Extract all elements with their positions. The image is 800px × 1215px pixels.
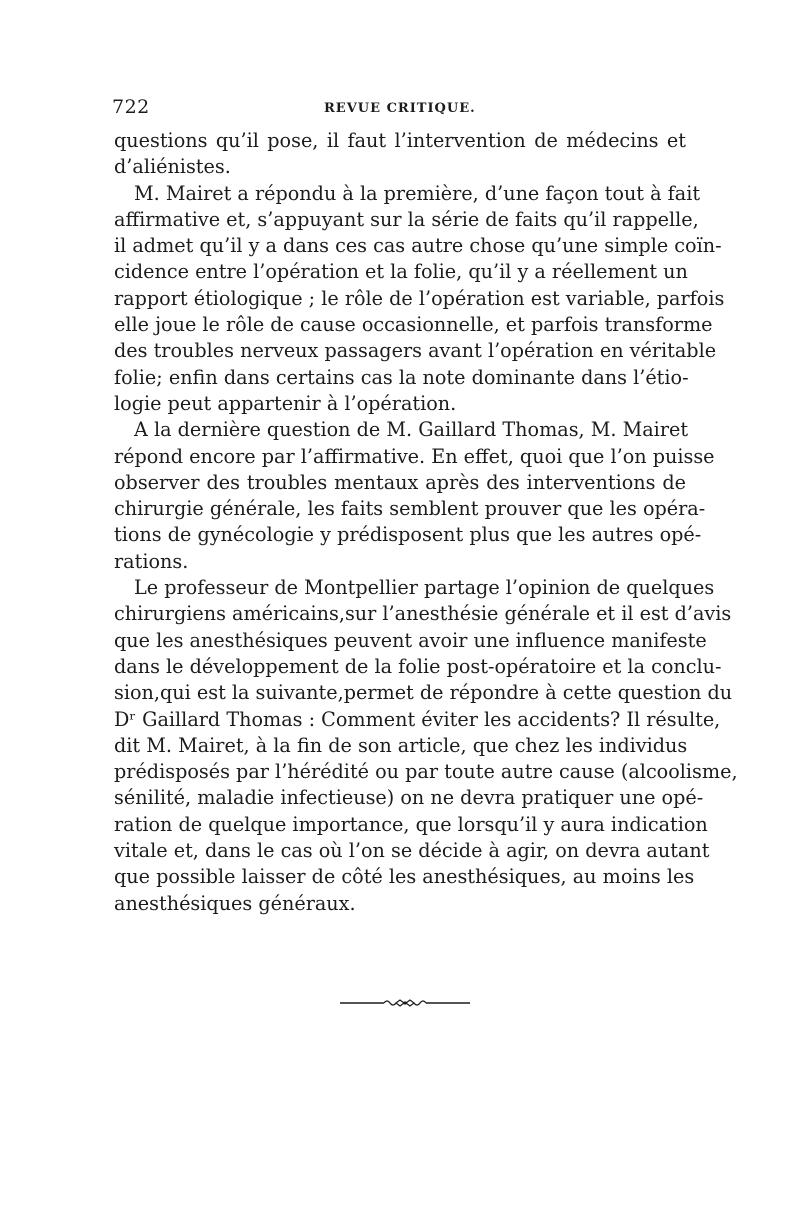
paragraph [114, 417, 715, 575]
text-line: des troubles nerveux passagers avant l’opération en véritable [114, 339, 717, 363]
text-line: rapport étiologique ; le rôle de l’opération est variable, parfois [114, 286, 725, 310]
text-line: il admet qu’il y a dans ces cas autre chose qu’une simple coïn- [114, 234, 722, 258]
text-line: dans le développement de la folie post-opératoire et la conclu- [114, 654, 722, 678]
text-line: chirurgiens américains,sur l’anesthésie générale et il est d’avis [114, 602, 732, 626]
text-line: A la dernière question de M. Gaillard Thomas, M. Mairet [134, 418, 689, 442]
text-line: sénilité, maladie infectieuse) on ne devra pratiquer une opé- [114, 786, 704, 810]
text-line: Le professeur de Montpellier partage l’opinion de quelques [134, 576, 715, 600]
text-line: tions de gynécologie y prédisposent plus que les autres opé- [114, 523, 702, 547]
text-line: chirurgie générale, les faits semblent prouver que les opéra- [114, 497, 706, 521]
text-line: M. Mairet a répondu à la première, d’une façon tout à fait [134, 181, 701, 205]
text-line: prédisposés par l’hérédité ou par toute autre cause (alcoolisme, [114, 760, 738, 784]
text-line: rations. [114, 549, 189, 573]
text-line: que possible laisser de côté les anesthésiques, au moins les [114, 865, 695, 889]
text-line: Dʳ Gaillard Thomas : Comment éviter les accidents? Il résulte, [114, 707, 721, 731]
text-line: elle joue le rôle de cause occasionnelle, et parfois transforme [114, 313, 713, 337]
text-line: ration de quelque importance, que lorsqu’il y aura indication [114, 812, 708, 836]
text-line: folie; enfin dans certains cas la note dominante dans l’étio- [114, 365, 689, 389]
text-line: cidence entre l’opération et la folie, qu’il y a réellement un [114, 260, 688, 284]
text-line: logie peut appartenir à l’opération. [114, 391, 457, 415]
text-line: vitale et, dans le cas où l’on se décide à agir, on devra autant [114, 839, 710, 863]
text-line: dit M. Mairet, à la fin de son article, que chez les individus [114, 733, 688, 757]
text-line: d’aliénistes. [114, 155, 231, 179]
text-line: que les anesthésiques peuvent avoir une influence manifeste [114, 628, 707, 652]
running-title: REVUE CRITIQUE. [324, 101, 476, 116]
text-line: sion,qui est la suivante,permet de répondre à cette question du [114, 681, 733, 705]
text-line: anesthésiques généraux. [114, 891, 356, 915]
paragraph [114, 575, 738, 917]
ornament-rule-icon [340, 994, 470, 1006]
text-line: questions qu’il pose, il faut l’intervention de médecins et [114, 129, 686, 152]
paragraph [114, 128, 686, 181]
text-line: répond encore par l’affirmative. En effet, quoi que l’on puisse [114, 444, 715, 468]
text-line: observer des troubles mentaux après des interventions de [114, 470, 686, 494]
page-header [112, 96, 688, 124]
text-line: affirmative et, s’appuyant sur la série de faits qu’il rappelle, [114, 207, 699, 231]
body-text [114, 128, 738, 917]
paragraph [114, 181, 725, 418]
page-number: 722 [112, 96, 150, 118]
